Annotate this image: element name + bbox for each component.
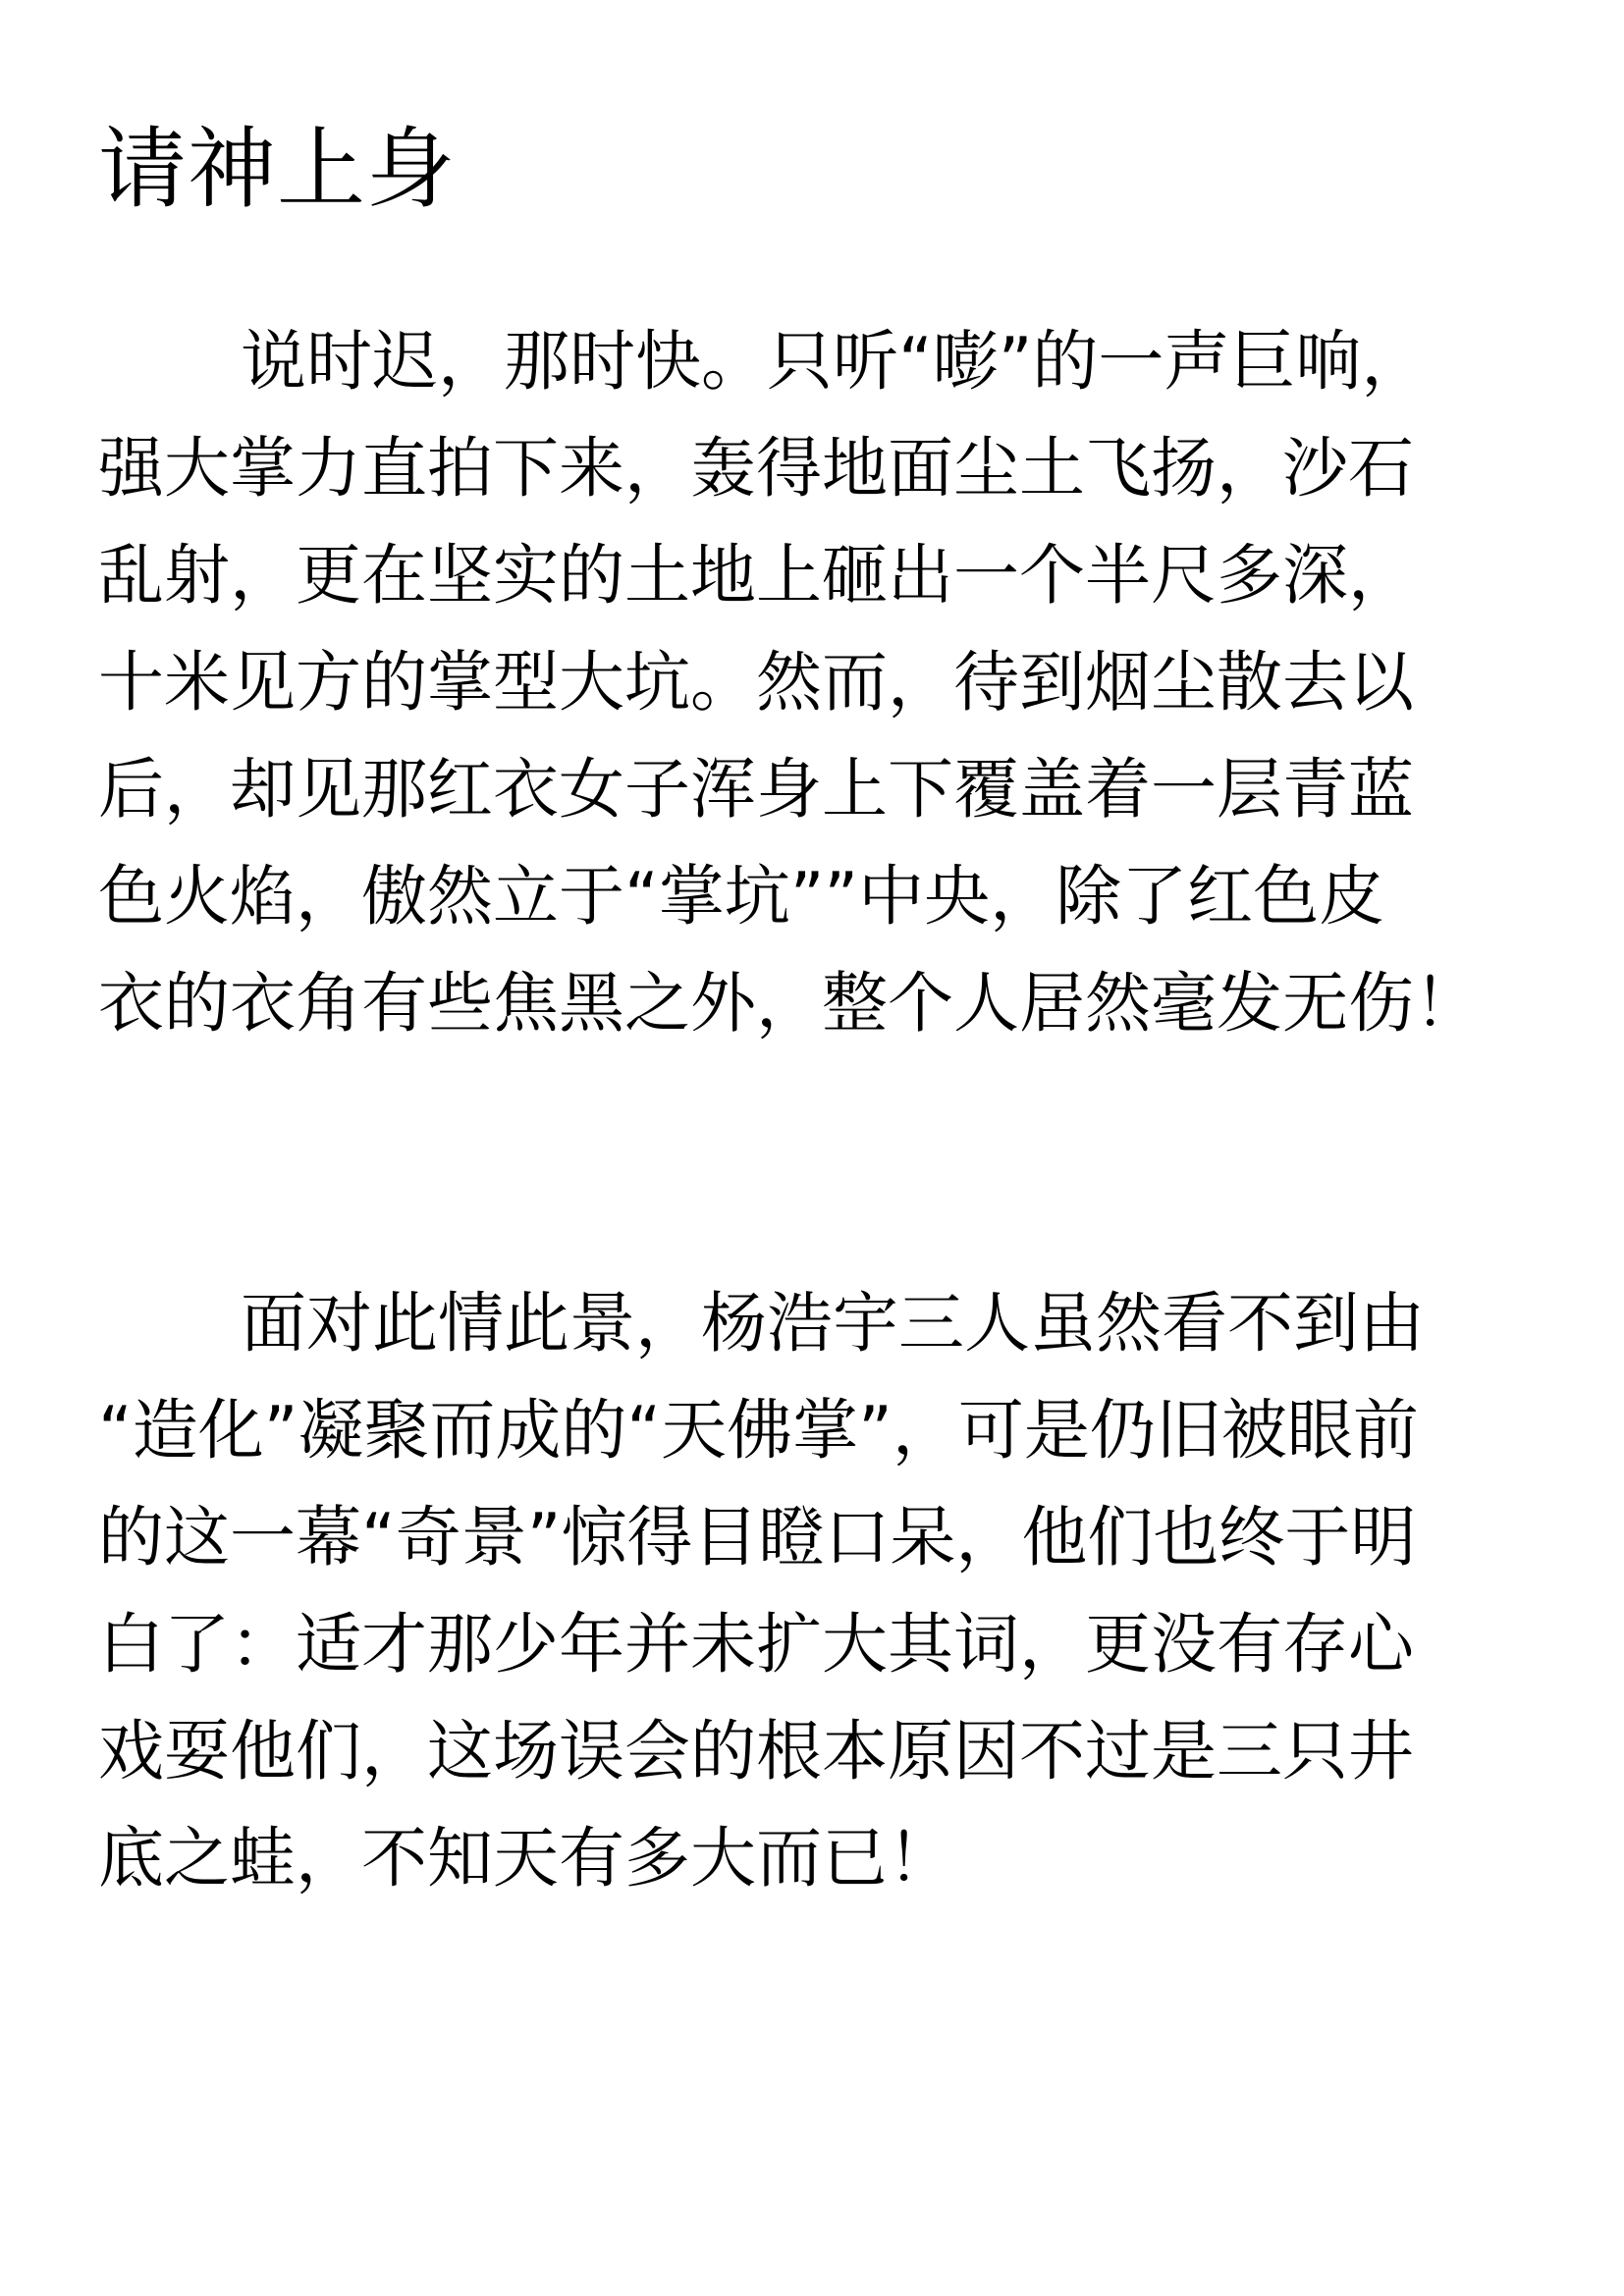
- paragraph-2-line-5: 戏耍他们，这场误会的根本原因不过是三只井: [98, 1713, 1414, 1789]
- paragraph-1-line-1: 说时迟，那时快。只听“嘭”的一声巨响，: [241, 323, 1428, 400]
- paragraph-1-line-6: 色火焰，傲然立于“掌坑””中央，除了红色皮: [98, 858, 1385, 934]
- paragraph-1-line-4: 十米见方的掌型大坑。然而，待到烟尘散去以: [98, 644, 1414, 721]
- paragraph-2-line-3: 的这一幕“奇景”惊得目瞪口呆，他们也终于明: [98, 1499, 1417, 1575]
- page-title: 请神上身: [98, 118, 456, 221]
- paragraph-1-line-3: 乱射，更在坚实的土地上砸出一个半尺多深，: [98, 537, 1414, 614]
- paragraph-1-line-7: 衣的衣角有些焦黑之外，整个人居然毫发无伤！: [98, 965, 1480, 1041]
- paragraph-2-line-1: 面对此情此景，杨浩宇三人虽然看不到由: [241, 1285, 1425, 1362]
- paragraph-2-line-2: “造化”凝聚而成的“天佛掌”，可是仍旧被眼前: [98, 1392, 1419, 1468]
- paragraph-2-line-4: 白了：适才那少年并未扩大其词，更没有存心: [98, 1606, 1414, 1682]
- paragraph-1-line-5: 后，却见那红衣女子浑身上下覆盖着一层青蓝: [98, 751, 1414, 828]
- paragraph-2-line-6: 底之蛙，不知天有多大而已！: [98, 1820, 953, 1896]
- paragraph-1-line-2: 强大掌力直拍下来，轰得地面尘土飞扬，沙石: [98, 430, 1414, 507]
